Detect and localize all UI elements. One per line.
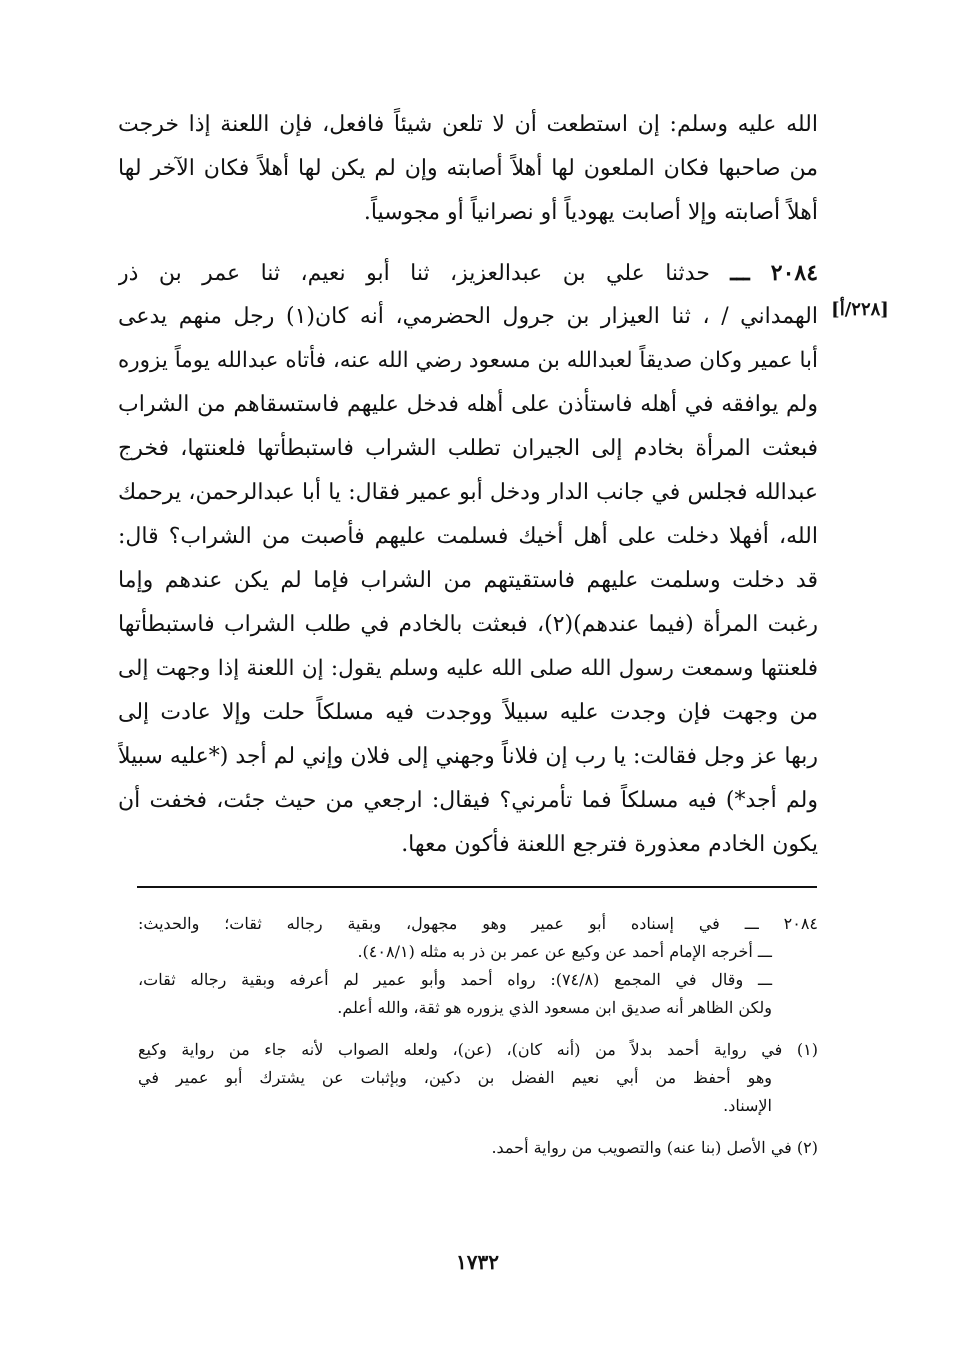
footnote-line: وهو أحفظ من أبي نعيم الفضل بن دكين، وبإثبات عن يشترك أبو عمير في xyxy=(138,1068,773,1087)
text-line: يكون الخادم معذورة فترجع اللعنة فأكون معها. xyxy=(401,832,818,857)
text-line: ربها عز وجل فقالت: يا رب إن فلاناً وجهني إلى فلان وإني لم أجد (*عليه سبيلاً xyxy=(118,744,818,769)
footnote-line: (٢) في الأصل (بنا عنه) والتصويب من رواية أحمد. xyxy=(491,1138,818,1157)
hadith-first-line xyxy=(118,251,818,295)
footnote-line: ـــ وقال في المجمع (٧٤/٨): رواه أحمد وأبو عمير لم أعرفه وبقية رجاله ثقات، xyxy=(138,970,773,989)
text-line: أهلاً أصابته وإلا أصابت يهودياً أو نصرانياً أو مجوسياً. xyxy=(363,200,818,225)
text-line: فبعثت المرأة بخادم إلى الجيران تطلب الشراب فاستبطأتها فلعنتها، فخرج xyxy=(118,436,818,461)
main-text xyxy=(118,103,818,867)
text-line: من صاحبها فكان الملعون لها أهلاً أصابته وإن لم يكن لها أهلاً فكان الآخر لها xyxy=(118,156,818,181)
hadith-number: ٢٠٨٤ ـــ xyxy=(730,260,818,286)
text-line: ولم أجد*) فيه مسلكاً فما تأمرني؟ فيقال: ارجعي من حيث جئت، فخفت أن xyxy=(118,788,818,813)
footnote-line: ٢٠٨٤ ـــ في إسناده أبو عمير وهو مجهول، وبقية رجاله ثقات؛ والحديث: xyxy=(138,914,818,933)
footnote-line: (١) في رواية أحمد بدلاً من (أنه كان)، (عن)، ولعله الصواب لأنه جاء من رواية وكيع xyxy=(138,1040,818,1059)
text-line: عبدالله فجلس في جانب الدار ودخل أبو عمير فقال: يا أبا عبدالرحمن، يرحمك xyxy=(118,480,818,505)
text-line: فلعنتها وسمعت رسول الله صلى الله عليه وسلم يقول: إن اللعنة إذا وجهت إلى xyxy=(118,656,818,681)
footnote-line: ولكن الظاهر أنه صديق ابن مسعود الذي يزوره هو ثقة، والله أعلم. xyxy=(337,998,772,1017)
footnote-divider xyxy=(137,886,817,888)
text-line: رغبت المرأة (فيما عندهم)(٢)، فبعثت بالخادم في طلب الشراب فاستبطأتها xyxy=(118,612,818,637)
text-line: ولم يوافقه في أهله فاستأذن على أهله فدخل عليهم فاستسقاهم من الشراب xyxy=(118,392,818,417)
footnote-line: الإسناد. xyxy=(723,1096,772,1115)
text-line: الله، أفهلا دخلت على أهل أخيك فسلمت عليهم فأصبت من الشراب؟ قال: xyxy=(118,524,818,549)
footnote-line: ـــ أخرجه الإمام أحمد عن وكيع عن عمر بن ذر به مثله (٤٠٨/١). xyxy=(357,942,772,961)
text-line: الله عليه وسلم: إن استطعت أن لا تلعن شيئاً فافعل، فإن اللعنة إذا خرجت xyxy=(118,112,818,137)
margin-folio-reference: [٢٢٨/أ] xyxy=(831,299,889,320)
footnotes xyxy=(138,910,818,1162)
text-line: أبا عمير وكان صديقاً لعبدالله بن مسعود رضي الله عنه، فأتاه عبدالله يوماً يزوره xyxy=(118,348,818,373)
text-line: من وجهت فإن وجدت عليه سبيلاً ووجدت فيه مسلكاً حلت وإلا عادت إلى xyxy=(118,700,818,725)
page-number: ١٧٣٢ xyxy=(456,1250,499,1274)
text-line: قد دخلت وسلمت عليهم فاستقيتهم من الشراب فإما لم يكن عندهم وإما xyxy=(118,568,818,593)
text-line: الهمداني / ، ثنا العيزار بن جرول الحضرمي، أنه كان(١) رجل منهم يدعى xyxy=(118,304,818,329)
text-line: حدثنا علي بن عبدالعزيز، ثنا أبو نعيم، ثنا عمر بن ذر xyxy=(118,261,710,286)
